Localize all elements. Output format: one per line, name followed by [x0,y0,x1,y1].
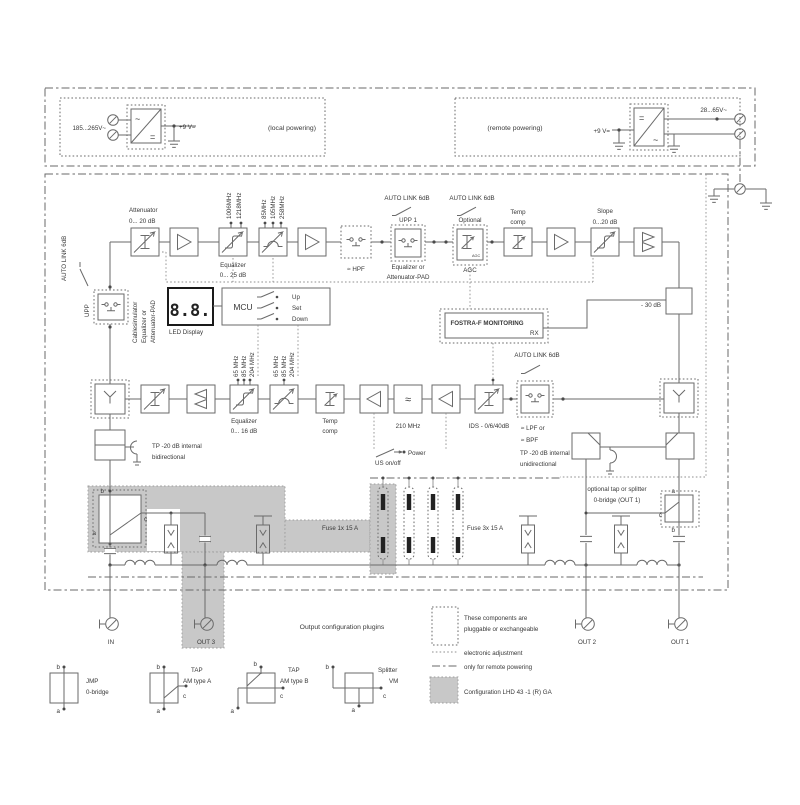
inductor-icon [545,560,575,565]
upp-label: UPP [84,304,91,317]
in-port-icon [100,618,119,631]
filter-210-label: 210 MHz [395,423,421,430]
svg-text:105MHz: 105MHz [270,195,277,219]
equalizer-label: Equalizer [220,262,246,269]
fuse-icon [428,487,438,559]
upp1-label: UPP 1 [399,217,417,224]
svg-text:0...20 dB: 0...20 dB [592,219,618,226]
amplifier-box [360,385,388,413]
freq-1218-label: 1218MHz [236,192,243,219]
pluggable-sample [432,607,458,645]
config-sample [430,677,458,703]
splitter-label: Splitter [378,667,398,674]
tap-b-label: TAP [288,667,300,674]
port-a-label: a [671,488,675,495]
amplifier-box [432,385,460,413]
plugins-label: Output configuration plugins [299,624,385,631]
temp-comp-label: Temp [510,209,526,216]
control-mcu [168,288,330,377]
svg-text:b: b [325,664,329,671]
port-b-label: b [671,527,675,534]
optional-tap-label: optional tap or splitter [587,486,647,493]
svg-text:a: a [351,707,355,714]
monitoring [440,300,666,379]
remote-dc-label: +9 V= [593,128,610,135]
terminal-icon [108,130,119,141]
cablesim-label: Cablesimulator [132,301,139,343]
out1-port-label: OUT 1 [670,639,690,646]
svg-text:AM type B: AM type B [280,678,309,685]
set-button-label: Set [292,305,302,312]
svg-text:comp: comp [322,428,338,435]
local-powering-label: (local powering) [268,125,316,132]
dc-symbol: = [150,132,156,142]
coupler-box [572,433,600,459]
autolink-label: AUTO LINK 6dB [449,195,495,202]
ids-label: IDS - 0/6/40dB [468,423,510,430]
in-port-label: IN [107,639,115,646]
svg-text:comp: comp [510,219,526,226]
surge-arrester-icon [522,525,535,553]
equalizer-label: Equalizer [231,418,257,425]
svg-text:258MHz: 258MHz [279,195,286,219]
ground-icon [708,196,720,202]
svg-text:65 MHz: 65 MHz [273,355,280,377]
led-display-label: LED Display [169,329,204,336]
fuse-icon [453,487,463,559]
svg-text:Equalizer or: Equalizer or [391,264,425,271]
port-a-label: a [92,530,96,537]
svg-text:VM: VM [389,678,399,685]
minus30-label: - 30 dB [641,302,661,309]
jmp-label: JMP [86,678,99,685]
svg-text:Equalizer or: Equalizer or [141,309,148,343]
temp-comp-label: Temp [322,418,338,425]
wave-icon: ≈ [404,394,412,406]
out3-port-label: OUT 3 [196,639,216,646]
tp-bidir-label: TP -20 dB internal [152,443,202,450]
remote-powering [487,104,745,152]
svg-text:b: b [253,661,257,668]
svg-text:a: a [56,708,60,715]
hpf-label: ≈ HPF [347,266,365,273]
terminal-icon [735,129,746,140]
coupler-box [666,433,694,459]
tap-a-label: TAP [191,667,203,674]
svg-text:85 MHz: 85 MHz [281,355,288,377]
svg-text:Attenuator-PAD: Attenuator-PAD [150,300,157,343]
svg-text:0-bridge: 0-bridge [86,689,109,696]
svg-text:a: a [230,708,234,715]
dual-amplifier-box [187,385,215,413]
fuse1-label: Fuse 1x 15 A [322,525,359,532]
us-onoff-label: US on/off [375,460,401,467]
electronic-adjustment-label: electronic adjustment [464,650,523,657]
autolink-label: AUTO LINK 6dB [61,235,68,281]
terminal-icon [108,115,119,126]
svg-text:≈ BPF: ≈ BPF [521,437,539,444]
switch-icon [457,207,476,215]
svg-text:0... 20 dB: 0... 20 dB [129,218,156,225]
svg-text:85 MHz: 85 MHz [241,355,248,377]
svg-text:85MHz: 85MHz [261,199,268,219]
led-value: 8.8. [169,301,211,321]
svg-text:bidirectional: bidirectional [152,454,186,461]
ground-icon [760,203,772,209]
remote-voltage-label: 28...65V~ [700,107,727,114]
svg-text:c: c [280,693,284,700]
fuse3-label: Fuse 3x 15 A [467,525,504,532]
port-c-label: c [658,512,662,519]
legend [430,607,553,703]
svg-text:204 MHz: 204 MHz [249,352,256,377]
slope-label: Slope [597,208,613,215]
configuration-label: Configuration LHD 43 -1 (R) GA [464,689,552,696]
svg-text:0... 16 dB: 0... 16 dB [230,428,258,435]
local-dc-label: +9 V= [179,124,196,131]
out2-port-icon [576,618,595,631]
ground-icon [613,143,625,149]
attenuator-label: Attenuator [129,207,158,214]
switch-icon [392,207,411,215]
pluggable-label: These components are [464,615,528,622]
fuse-icon [404,487,414,559]
svg-text:pluggable or exchangeable: pluggable or exchangeable [464,626,539,633]
agc-mini-label: AGC [472,254,481,258]
surge-arrester-icon [615,525,628,553]
symbol-legend [50,661,398,715]
autolink-label: AUTO LINK 6dB [384,195,430,202]
svg-text:a: a [156,708,160,715]
port-c-label: c [144,516,148,523]
minus30-coupler-box [666,288,692,314]
fostra-label: FOSTRA-F MONITORING [450,320,524,327]
ground-icon [668,146,680,152]
svg-text:unidirectional: unidirectional [520,461,557,468]
local-voltage-label: 185...265V~ [72,125,106,132]
ground-icon [168,141,180,147]
ac-symbol: ~ [653,135,659,145]
switch-icon [521,365,540,373]
svg-text:AM type A: AM type A [183,678,212,685]
local-powering [72,105,316,149]
optional-label: Optional [458,217,482,224]
terminal-icon [735,184,746,195]
svg-text:Attenuator-PAD: Attenuator-PAD [386,274,430,281]
out1-port-icon [669,618,688,631]
power-label: Power [408,450,426,457]
autolink-label: AUTO LINK 6dB [514,352,560,359]
amplifier-box [298,228,326,256]
amplifier-box [170,228,198,256]
input-tap-box [99,495,141,543]
up-button-label: Up [292,294,300,301]
tp-unidir-label: TP -20 dB internal [520,450,570,457]
upp-cable-simulator [61,236,157,384]
remote-powering-only-label: only for remote powering [464,664,533,671]
terminal-icon [735,114,746,125]
out2-port-label: OUT 2 [577,639,597,646]
ac-symbol: ~ [135,114,141,124]
agc-label: AGC [463,267,477,274]
inductor-icon [125,560,155,565]
inductor-icon [637,560,667,565]
svg-text:c: c [383,693,387,700]
port-b-label: b [100,488,104,495]
svg-text:65 MHz: 65 MHz [233,355,240,377]
svg-text:c: c [183,693,187,700]
svg-text:0... 25 dB: 0... 25 dB [219,272,247,279]
lpf-label: ≈ LPF or [521,425,545,432]
svg-text:b: b [156,664,160,671]
amplifier-box [547,228,575,256]
dc-symbol: = [639,113,645,123]
remote-powering-label: (remote powering) [487,125,543,132]
down-button-label: Down [292,316,308,323]
svg-text:b: b [56,664,60,671]
probe-icon [606,447,617,474]
dual-amplifier-box [634,228,662,256]
probe-icon [125,441,141,465]
freq-1006-label: 1006MHz [226,192,233,219]
mcu-label: MCU [233,302,253,312]
svg-text:204 MHz: 204 MHz [289,352,296,377]
rx-label: RX [530,330,539,337]
svg-text:0-bridge (OUT 1): 0-bridge (OUT 1) [593,497,641,504]
